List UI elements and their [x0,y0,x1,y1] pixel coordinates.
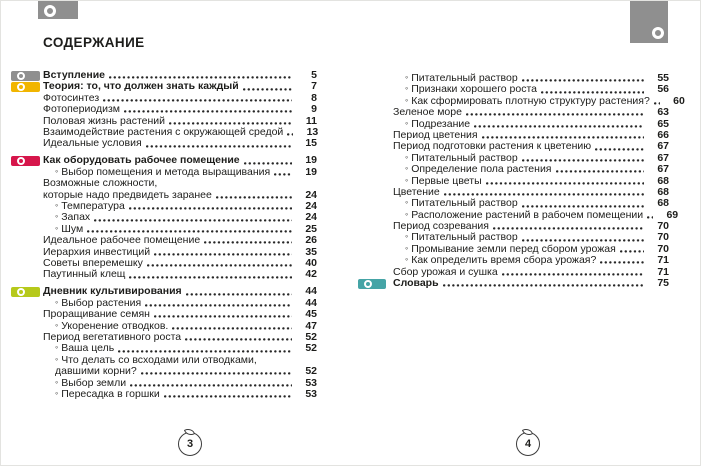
toc-entry-label: Питательный раствор [411,151,518,164]
dot-leader [204,241,292,244]
toc-entry-label: Шум [61,222,84,235]
dot-leader [147,264,292,267]
toc-entry-page: 52 [305,342,317,355]
dot-leader [172,327,292,330]
toc-entry-label: Первые цветы [411,174,482,187]
badge-slot [358,267,393,278]
toc-entry-page: 9 [311,103,317,116]
toc-entry-page: 52 [305,365,317,378]
toc-entry-page: 71 [657,254,669,267]
dot-leader [154,253,292,256]
toc-entry-page: 55 [657,72,669,84]
badge-slot [11,81,43,92]
ring-icon [17,72,25,80]
toc-entry-page: 5 [311,69,317,81]
dot-leader [154,315,292,318]
dot-leader [130,384,292,387]
badge-slot [11,309,43,320]
bullet-icon: ◦ [405,242,409,253]
toc-entry-page: 70 [657,242,669,255]
bullet-icon: ◦ [55,199,59,210]
toc-entry-page: 19 [305,165,317,178]
section-badge-green [11,287,40,297]
toc-entry-page: 66 [657,128,669,141]
toc-entry-label: Период подготовки растения к цветению [393,140,592,153]
toc-entry [11,269,317,280]
section-badge-gray [11,71,40,81]
toc-entry-label: Признаки хорошего роста [411,83,538,96]
toc-entry-label: Сбор урожая и сушка [393,265,498,278]
toc-entry-page: 70 [657,231,669,244]
toc-entry-page: 53 [305,376,317,389]
bullet-icon: ◦ [405,151,409,162]
bullet-icon: ◦ [55,211,59,222]
dot-leader [124,110,292,113]
bullet-icon: ◦ [55,342,59,353]
badge-slot [11,286,43,297]
toc-entry-label: Период цветения [393,128,478,141]
dot-leader [466,113,644,116]
toc-entry-label: Питательный раствор [411,231,518,244]
toc-entry-label: Половая жизнь растений [43,114,166,127]
toc-entry-page: 70 [657,220,669,233]
bullet-icon: ◦ [405,208,409,219]
toc-entry-page: 67 [657,163,669,176]
badge-slot [358,141,393,152]
toc-entry-page: 68 [657,174,669,187]
badge-slot [11,178,43,189]
dot-leader [443,284,644,287]
toc-entry-page: 45 [305,308,317,321]
badge-slot [11,167,43,178]
toc-entry-label: Промывание земли перед сбором урожая [411,242,616,255]
dot-leader [87,230,292,233]
toc-entry-label: Что делать со всходами или отводками, [61,353,257,366]
toc-entry-label: давшими корни? [55,365,137,378]
page-number: 4 [524,438,532,450]
bullet-icon: ◦ [405,197,409,208]
toc-entry-page: 44 [305,296,317,309]
toc-entry-page: 44 [305,285,317,298]
toc-entry-label: Иерархия инвестиций [43,245,151,258]
toc-entry-label: Как определить время сбора урожая? [411,254,597,267]
badge-slot [11,70,43,81]
badge-slot [11,298,43,309]
badge-slot [358,210,393,221]
dot-leader [118,350,292,353]
toc-section [11,286,317,400]
toc-entry-page: 60 [673,94,685,107]
toc-entry-page: 24 [305,211,317,224]
dot-leader [444,193,644,196]
dot-leader [647,216,653,219]
badge-slot [11,366,43,377]
dot-leader [620,250,644,253]
dot-leader [556,170,645,173]
toc-entry-label: Период вегетативного роста [43,330,182,343]
toc-entry-page: 52 [305,330,317,343]
badge-slot [11,116,43,127]
badge-slot [11,93,43,104]
dot-leader [146,145,292,148]
toc-entry-label: Паутинный клещ [43,268,126,281]
badge-slot [358,187,393,198]
toc-entry-label: Период созревания [393,220,489,233]
ring-icon [17,157,25,165]
toc-entry-page: 71 [657,265,669,278]
toc-entry-label: Выбор помещения и метода выращивания [61,165,271,178]
dot-leader [595,148,644,151]
toc-entry-page: 68 [657,197,669,210]
badge-slot [358,221,393,232]
toc-entry [11,104,317,115]
badge-slot [11,269,43,280]
toc-entry-page: 24 [305,199,317,212]
dot-leader [274,173,292,176]
badge-slot [11,321,43,332]
toc-entry [358,94,685,107]
badge-slot [11,127,43,138]
toc-entry-label: Взаимодействие растения с окружающей средой [43,125,284,138]
toc-entry [358,278,669,289]
bullet-icon: ◦ [55,222,59,233]
dot-leader [600,261,644,264]
toc-entry [358,208,679,221]
badge-slot [358,130,393,141]
bullet-icon: ◦ [405,231,409,242]
toc-entry-label: Запах [61,211,91,224]
toc-entry-label: Советы вперемешку [43,256,143,269]
dot-leader [109,76,292,79]
dot-leader [287,133,293,136]
toc-entry-label: Цветение [393,185,440,198]
section-badge-yellow [11,82,40,92]
badge-slot [11,378,43,389]
toc-entry [11,178,317,189]
dot-leader [129,276,292,279]
dot-leader [502,273,644,276]
toc-entry-page: 47 [305,319,317,332]
dot-leader [216,196,292,199]
dot-leader [185,338,292,341]
toc-entry-page: 68 [657,185,669,198]
bullet-icon: ◦ [55,165,59,176]
badge-slot [358,96,393,107]
dot-leader [141,372,292,375]
toc-entry-label: Дневник культивирования [43,285,182,298]
toc-entry-label: Зеленое море [393,106,462,119]
toc-entry-label: Пересадка в горшки [61,387,160,400]
page-title: СОДЕРЖАНИЕ [43,35,145,50]
toc-entry-label: Вступление [43,69,106,81]
bullet-icon: ◦ [55,387,59,398]
toc-entry-label: Проращивание семян [43,308,150,321]
badge-slot [358,198,393,209]
leaf-icon [184,427,195,438]
toc-entry-label: Подрезание [411,117,471,130]
toc-entry-page: 11 [305,114,317,127]
dot-leader [129,207,292,210]
toc-entry-label: Фотопериодизм [43,103,120,116]
toc-entry [11,298,317,309]
badge-slot [11,389,43,400]
bullet-icon: ◦ [405,174,409,185]
toc-entry-label: Словарь [393,277,439,290]
badge-slot [11,212,43,223]
badge-slot [11,355,43,366]
toc-entry-page: 75 [657,277,669,290]
badge-slot [11,190,43,201]
bullet-icon: ◦ [405,83,409,94]
toc-entry-label: которые надо предвидеть заранее [43,188,212,201]
dot-leader [522,159,644,162]
toc-entry-page: 24 [305,188,317,201]
toc-entry-page: 15 [305,137,317,150]
dot-leader [522,79,644,82]
ring-icon [44,5,56,17]
toc-section [11,70,317,150]
dot-leader [186,293,292,296]
bullet-icon: ◦ [55,353,59,364]
toc-entry-page: 42 [305,268,317,281]
toc-entry-page: 35 [305,245,317,258]
toc-entry-label: Фотосинтез [43,91,100,104]
toc-entry-page: 19 [305,154,317,167]
bullet-icon: ◦ [55,376,59,387]
badge-slot [358,164,393,175]
dot-leader [169,122,292,125]
toc-section [358,72,685,290]
toc-entry-label: Возможные сложности, [43,177,158,190]
toc-entry [358,176,669,187]
toc-entry-label: Расположение растений в рабочем помещении [411,208,644,221]
dot-leader [164,395,292,398]
leaf-icon [522,427,533,438]
dot-leader [243,88,292,91]
badge-slot [11,258,43,269]
bullet-icon: ◦ [405,117,409,128]
toc-entry-page: 63 [657,106,669,119]
toc-entry-label: Укоренение отводков. [61,319,169,332]
badge-slot [358,107,393,118]
dot-leader [654,102,660,105]
toc-section [11,155,317,280]
dot-leader [474,125,644,128]
toc-entry-page: 25 [305,222,317,235]
page-number-marker [516,432,540,456]
toc-entry-label: Как оборудовать рабочее помещение [43,154,240,167]
dot-leader [145,304,292,307]
ring-icon [364,280,372,288]
toc-entry [358,119,669,130]
toc-entry [11,355,317,366]
toc-entry-page: 7 [311,80,317,93]
dot-leader [493,227,644,230]
toc-entry-label: Ваша цель [61,342,115,355]
badge-slot [11,332,43,343]
dot-leader [522,239,644,242]
badge-slot [358,153,393,164]
toc-entry-label: Идеальные условия [43,137,142,150]
toc-entry [11,138,317,149]
bullet-icon: ◦ [405,254,409,265]
toc-entry-label: Определение пола растения [411,163,552,176]
dot-leader [522,205,644,208]
badge-slot [11,224,43,235]
toc-left-page [11,70,317,400]
page-number: 3 [186,438,194,450]
dot-leader [486,182,644,185]
toc-entry [358,255,669,266]
toc-entry-label: Выбор растения [61,296,142,309]
page-number-marker [178,432,202,456]
dot-leader [541,91,644,94]
badge-slot [11,155,43,166]
badge-slot [358,278,393,289]
dot-leader [482,136,644,139]
bullet-icon: ◦ [405,163,409,174]
bullet-icon: ◦ [405,94,409,105]
badge-slot [11,343,43,354]
toc-entry-label: Температура [61,199,125,212]
badge-slot [358,73,393,84]
bullet-icon: ◦ [405,72,409,82]
badge-slot [11,247,43,258]
toc-entry-page: 26 [305,234,317,247]
chapter-tab-top-left [38,1,78,19]
toc-entry [11,167,317,178]
toc-entry-page: 69 [666,208,679,221]
toc-entry-label: Теория: то, что должен знать каждый [43,80,239,93]
ring-icon [17,288,25,296]
badge-slot [358,119,393,130]
bullet-icon: ◦ [55,296,59,307]
dot-leader [94,219,292,222]
dot-leader [103,99,292,102]
section-badge-teal [358,279,386,289]
dot-leader [244,162,292,165]
badge-slot [11,138,43,149]
toc-entry-page: 67 [657,151,669,164]
toc-entry [11,235,317,246]
ring-icon [652,27,664,39]
toc-entry-page: 8 [311,91,317,104]
badge-slot [11,201,43,212]
badge-slot [11,104,43,115]
toc-entry-page: 53 [305,387,317,400]
toc-entry-page: 67 [657,140,669,153]
toc-entry [11,389,317,400]
badge-slot [358,84,393,95]
badge-slot [358,255,393,266]
ring-icon [17,83,25,91]
toc-entry-label: Питательный раствор [411,72,518,84]
chapter-tab-top-right [630,1,668,43]
toc-entry-label: Выбор земли [61,376,127,389]
bullet-icon: ◦ [55,319,59,330]
badge-slot [11,235,43,246]
toc-entry-label: Идеальное рабочее помещение [43,234,201,247]
toc-entry-page: 65 [657,117,669,130]
toc-entry-page: 13 [306,125,319,138]
toc-entry-page: 40 [305,256,317,269]
toc-entry-label: Питательный раствор [411,197,518,210]
badge-slot [358,176,393,187]
toc-right-page [358,72,685,290]
section-badge-red [11,156,40,166]
toc-entry-page: 56 [657,83,669,96]
badge-slot [358,232,393,243]
badge-slot [358,244,393,255]
toc-entry-label: Как сформировать плотную структуру растения? [411,94,650,107]
